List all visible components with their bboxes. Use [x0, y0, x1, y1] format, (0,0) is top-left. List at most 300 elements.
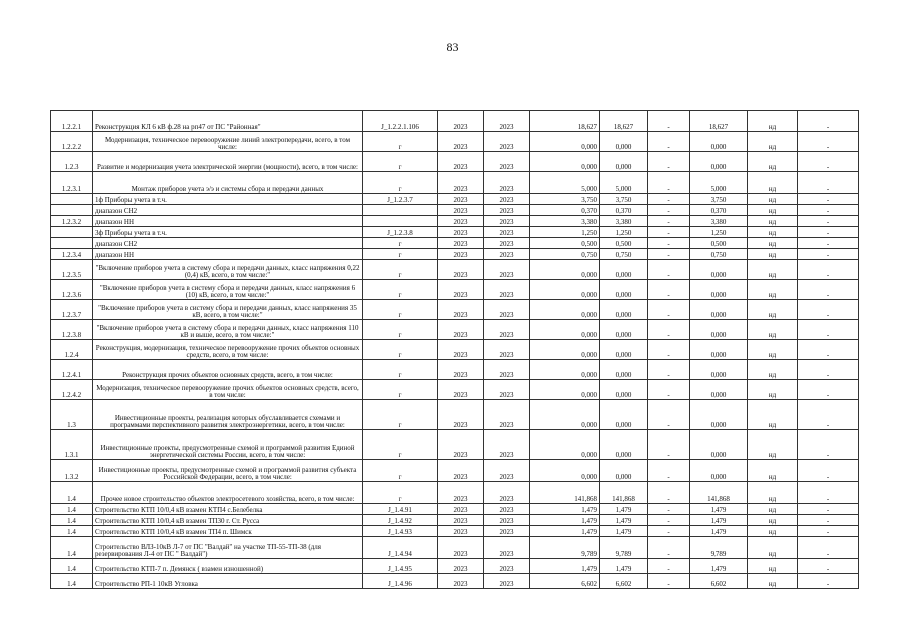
row-year-end: 2023 — [484, 280, 530, 300]
row-number: 1.4 — [51, 482, 93, 504]
row-year-start: 2023 — [438, 152, 484, 172]
row-year-start: 2023 — [438, 260, 484, 280]
row-code: J_1.4.93 — [363, 526, 438, 537]
row-code: J_1.4.94 — [363, 537, 438, 559]
row-extra: - — [798, 360, 859, 380]
row-value-total: 0,000 — [690, 380, 748, 400]
row-code: г — [363, 430, 438, 460]
row-number — [51, 238, 93, 249]
row-value-plan: 0,000 — [600, 132, 648, 152]
row-unit: нд — [748, 526, 798, 537]
row-value: 1,479 — [530, 515, 600, 526]
row-year-start: 2023 — [438, 460, 484, 482]
row-unit: нд — [748, 194, 798, 205]
table-row — [51, 460, 859, 482]
row-value-plan: 0,000 — [600, 430, 648, 460]
row-unit: нд — [748, 300, 798, 320]
row-description: Реконструкция КЛ 6 кВ ф.28 на рп47 от ПС "Районная" — [93, 111, 363, 132]
table-row — [51, 300, 859, 320]
row-value-total: 0,000 — [690, 132, 748, 152]
row-code: г — [363, 460, 438, 482]
row-description: диапазон НН — [93, 249, 363, 260]
row-value-total: 0,370 — [690, 205, 748, 216]
row-extra: - — [798, 152, 859, 172]
table-row — [51, 205, 859, 216]
row-value: 0,000 — [530, 400, 600, 430]
row-dash: - — [648, 559, 690, 574]
row-dash: - — [648, 526, 690, 537]
row-value: 3,380 — [530, 216, 600, 227]
row-number: 1.3.2 — [51, 460, 93, 482]
table-row — [51, 515, 859, 526]
row-year-end: 2023 — [484, 320, 530, 340]
row-dash: - — [648, 227, 690, 238]
row-dash: - — [648, 400, 690, 430]
row-dash: - — [648, 238, 690, 249]
row-value-plan: 0,000 — [600, 460, 648, 482]
row-extra: - — [798, 132, 859, 152]
row-value-plan: 3,380 — [600, 216, 648, 227]
row-value: 0,750 — [530, 249, 600, 260]
table-row — [51, 559, 859, 574]
row-extra: - — [798, 280, 859, 300]
row-value-plan: 0,000 — [600, 300, 648, 320]
row-value-total: 0,000 — [690, 360, 748, 380]
row-dash: - — [648, 482, 690, 504]
row-number: 1.2.3.7 — [51, 300, 93, 320]
row-extra: - — [798, 574, 859, 589]
row-unit: нд — [748, 460, 798, 482]
row-value: 0,000 — [530, 152, 600, 172]
row-year-start: 2023 — [438, 238, 484, 249]
row-code: г — [363, 340, 438, 360]
table-row — [51, 260, 859, 280]
table-row — [51, 537, 859, 559]
row-code — [363, 216, 438, 227]
row-year-start: 2023 — [438, 537, 484, 559]
row-description: 3ф Приборы учета в т.ч. — [93, 227, 363, 238]
row-number: 1.4 — [51, 515, 93, 526]
row-year-start: 2023 — [438, 320, 484, 340]
table-row — [51, 152, 859, 172]
row-extra: - — [798, 260, 859, 280]
row-unit: нд — [748, 249, 798, 260]
row-description: Строительство КТП 10/0,4 кВ взамен КТП4 с.Белебелка — [93, 504, 363, 515]
row-value-plan: 5,000 — [600, 172, 648, 194]
row-unit: нд — [748, 111, 798, 132]
row-dash: - — [648, 205, 690, 216]
row-description: Развитие и модернизация учета электрической энергии (мощности), всего, в том числе: — [93, 152, 363, 172]
row-description: диапазон НН — [93, 216, 363, 227]
table-row — [51, 280, 859, 300]
table-row — [51, 238, 859, 249]
row-year-start: 2023 — [438, 132, 484, 152]
row-extra: - — [798, 430, 859, 460]
row-description: Реконструкция прочих объектов основных средств, всего, в том числе: — [93, 360, 363, 380]
row-year-start: 2023 — [438, 360, 484, 380]
row-description: Реконструкция, модернизация, техническое перевооружение прочих объектов основных средств, всего, в том числе: — [93, 340, 363, 360]
row-value-plan: 1,479 — [600, 515, 648, 526]
row-number: 1.2.3.1 — [51, 172, 93, 194]
row-value-total: 1,479 — [690, 559, 748, 574]
row-value-plan: 0,000 — [600, 260, 648, 280]
row-unit: нд — [748, 340, 798, 360]
row-value-plan: 18,627 — [600, 111, 648, 132]
row-description: Прочее новое строительство объектов электросетевого хозяйства, всего, в том числе: — [93, 482, 363, 504]
row-code: г — [363, 300, 438, 320]
row-dash: - — [648, 300, 690, 320]
row-number: 1.2.3.8 — [51, 320, 93, 340]
row-year-end: 2023 — [484, 152, 530, 172]
row-number: 1.4 — [51, 559, 93, 574]
row-number: 1.2.2.2 — [51, 132, 93, 152]
row-year-start: 2023 — [438, 227, 484, 238]
table-row — [51, 227, 859, 238]
row-extra: - — [798, 194, 859, 205]
row-value-plan: 3,750 — [600, 194, 648, 205]
row-description: диапазон СН2 — [93, 238, 363, 249]
table-body — [51, 111, 859, 589]
row-value-plan: 0,000 — [600, 280, 648, 300]
row-year-start: 2023 — [438, 249, 484, 260]
row-value: 0,000 — [530, 460, 600, 482]
row-dash: - — [648, 152, 690, 172]
row-number: 1.2.4 — [51, 340, 93, 360]
row-year-start: 2023 — [438, 280, 484, 300]
row-value: 9,789 — [530, 537, 600, 559]
row-year-end: 2023 — [484, 260, 530, 280]
row-value-total: 0,000 — [690, 460, 748, 482]
row-year-end: 2023 — [484, 559, 530, 574]
page-number: 83 — [446, 40, 459, 54]
row-value-total: 0,000 — [690, 430, 748, 460]
table-row — [51, 132, 859, 152]
row-extra: - — [798, 216, 859, 227]
row-value-total: 1,250 — [690, 227, 748, 238]
row-value-total: 141,868 — [690, 482, 748, 504]
row-value-plan: 0,370 — [600, 205, 648, 216]
row-dash: - — [648, 280, 690, 300]
row-year-start: 2023 — [438, 194, 484, 205]
row-year-start: 2023 — [438, 400, 484, 430]
table-row — [51, 504, 859, 515]
row-description: Модернизация, техническое перевооружение прочих объектов основных средств, всего, в том числе: — [93, 380, 363, 400]
row-year-end: 2023 — [484, 340, 530, 360]
row-extra: - — [798, 504, 859, 515]
row-dash: - — [648, 320, 690, 340]
table-row — [51, 194, 859, 205]
row-code — [363, 205, 438, 216]
row-number: 1.2.4.2 — [51, 380, 93, 400]
row-value-plan: 6,602 — [600, 574, 648, 589]
row-value: 0,000 — [530, 132, 600, 152]
row-unit: нд — [748, 172, 798, 194]
row-value: 0,000 — [530, 430, 600, 460]
row-value-total: 0,000 — [690, 280, 748, 300]
row-unit: нд — [748, 380, 798, 400]
row-year-end: 2023 — [484, 482, 530, 504]
row-code: г — [363, 152, 438, 172]
row-code: г — [363, 360, 438, 380]
investment-table — [50, 110, 859, 589]
row-unit: нд — [748, 152, 798, 172]
table-row — [51, 380, 859, 400]
row-value: 0,000 — [530, 320, 600, 340]
row-unit: нд — [748, 559, 798, 574]
row-value: 0,500 — [530, 238, 600, 249]
row-number: 1.2.3.5 — [51, 260, 93, 280]
row-dash: - — [648, 515, 690, 526]
row-value-plan: 0,000 — [600, 360, 648, 380]
row-dash: - — [648, 574, 690, 589]
table-row — [51, 360, 859, 380]
row-unit: нд — [748, 360, 798, 380]
row-number: 1.4 — [51, 526, 93, 537]
row-value-total: 0,000 — [690, 152, 748, 172]
row-description: "Включение приборов учета в систему сбора и передачи данных, класс напряжения 6 (10) кВ, всего, в том числе:" — [93, 280, 363, 300]
row-value-plan: 0,000 — [600, 340, 648, 360]
row-value: 0,000 — [530, 380, 600, 400]
row-year-end: 2023 — [484, 380, 530, 400]
row-value: 1,479 — [530, 504, 600, 515]
row-year-end: 2023 — [484, 515, 530, 526]
row-value: 0,370 — [530, 205, 600, 216]
row-number — [51, 205, 93, 216]
row-description: Строительство КТП-7 п. Демянск ( взамен изношенной) — [93, 559, 363, 574]
row-value-plan: 141,868 — [600, 482, 648, 504]
row-value-plan: 0,000 — [600, 400, 648, 430]
row-value-total: 0,000 — [690, 260, 748, 280]
row-number: 1.4 — [51, 574, 93, 589]
table-row — [51, 111, 859, 132]
row-unit: нд — [748, 515, 798, 526]
row-code: г — [363, 260, 438, 280]
row-value: 141,868 — [530, 482, 600, 504]
row-value-total: 5,000 — [690, 172, 748, 194]
row-extra: - — [798, 380, 859, 400]
row-value-plan: 1,479 — [600, 559, 648, 574]
row-unit: нд — [748, 280, 798, 300]
row-unit: нд — [748, 537, 798, 559]
row-year-start: 2023 — [438, 559, 484, 574]
row-code: J_1.2.2.1.106 — [363, 111, 438, 132]
row-description: "Включение приборов учета в систему сбора и передачи данных, класс напряжения 110 кВ и выше, всего, в том числе:" — [93, 320, 363, 340]
row-year-start: 2023 — [438, 482, 484, 504]
row-number: 1.2.3.4 — [51, 249, 93, 260]
row-year-end: 2023 — [484, 526, 530, 537]
row-dash: - — [648, 132, 690, 152]
row-extra: - — [798, 340, 859, 360]
table-row — [51, 400, 859, 430]
row-value-plan: 0,000 — [600, 152, 648, 172]
row-value-plan: 1,250 — [600, 227, 648, 238]
row-year-end: 2023 — [484, 227, 530, 238]
row-description: Строительство ВЛЗ-10кВ Л-7 от ПС "Валдай" на участке ТП-55-ТП-38 (для резервирования Л-4 от ПС " Валдай") — [93, 537, 363, 559]
row-value-total: 1,479 — [690, 515, 748, 526]
row-description: Строительство РП-1 10кВ Угловка — [93, 574, 363, 589]
row-value-total: 9,789 — [690, 537, 748, 559]
row-description: Строительство КТП 10/0,4 кВ взамен ТП4 п. Шимск — [93, 526, 363, 537]
table-row — [51, 172, 859, 194]
row-value-total: 18,627 — [690, 111, 748, 132]
row-year-end: 2023 — [484, 205, 530, 216]
row-description: Модернизация, техническое перевооружение линий электропередачи, всего, в том числе: — [93, 132, 363, 152]
row-extra: - — [798, 111, 859, 132]
row-unit: нд — [748, 482, 798, 504]
row-code: г — [363, 380, 438, 400]
row-value-total: 0,000 — [690, 320, 748, 340]
row-unit: нд — [748, 504, 798, 515]
row-year-end: 2023 — [484, 249, 530, 260]
row-extra: - — [798, 526, 859, 537]
table-row — [51, 482, 859, 504]
row-year-start: 2023 — [438, 574, 484, 589]
table-row — [51, 526, 859, 537]
row-value-total: 0,000 — [690, 340, 748, 360]
row-year-end: 2023 — [484, 238, 530, 249]
row-value-plan: 0,000 — [600, 320, 648, 340]
row-extra: - — [798, 227, 859, 238]
row-extra: - — [798, 249, 859, 260]
row-year-end: 2023 — [484, 216, 530, 227]
row-year-end: 2023 — [484, 430, 530, 460]
row-year-start: 2023 — [438, 216, 484, 227]
row-description: "Включение приборов учета в систему сбора и передачи данных, класс напряжения 0,22 (0,4) кВ, всего, в том числе:" — [93, 260, 363, 280]
row-year-start: 2023 — [438, 526, 484, 537]
row-value: 0,000 — [530, 300, 600, 320]
row-year-end: 2023 — [484, 111, 530, 132]
row-description: 1ф Приборы учета в т.ч. — [93, 194, 363, 205]
row-dash: - — [648, 380, 690, 400]
row-extra: - — [798, 537, 859, 559]
row-code: J_1.4.95 — [363, 559, 438, 574]
row-description: Строительство КТП 10/0,4 кВ взамен ТП30 г. Ст. Русса — [93, 515, 363, 526]
table-row — [51, 249, 859, 260]
row-year-end: 2023 — [484, 574, 530, 589]
row-value: 5,000 — [530, 172, 600, 194]
row-extra: - — [798, 300, 859, 320]
row-number: 1.2.2.1 — [51, 111, 93, 132]
row-number: 1.4 — [51, 537, 93, 559]
row-year-start: 2023 — [438, 172, 484, 194]
row-value: 1,479 — [530, 559, 600, 574]
table-row — [51, 340, 859, 360]
row-year-start: 2023 — [438, 340, 484, 360]
row-year-end: 2023 — [484, 194, 530, 205]
table-row — [51, 216, 859, 227]
row-year-start: 2023 — [438, 205, 484, 216]
row-extra: - — [798, 559, 859, 574]
row-dash: - — [648, 460, 690, 482]
row-dash: - — [648, 249, 690, 260]
row-value-total: 0,000 — [690, 300, 748, 320]
row-year-start: 2023 — [438, 515, 484, 526]
row-code: J_1.4.92 — [363, 515, 438, 526]
row-number: 1.4 — [51, 504, 93, 515]
row-unit: нд — [748, 216, 798, 227]
row-code: г — [363, 482, 438, 504]
row-value-plan: 0,000 — [600, 380, 648, 400]
row-number: 1.2.3.2 — [51, 216, 93, 227]
row-value: 0,000 — [530, 280, 600, 300]
row-description: Инвестиционные проекты, предусмотренные схемой и программой развития субъекта Российской Федерации, всего, в том числе: — [93, 460, 363, 482]
row-extra: - — [798, 172, 859, 194]
row-year-end: 2023 — [484, 172, 530, 194]
row-code: г — [363, 172, 438, 194]
row-year-end: 2023 — [484, 504, 530, 515]
row-value-plan: 1,479 — [600, 526, 648, 537]
row-unit: нд — [748, 238, 798, 249]
row-code: г — [363, 280, 438, 300]
row-number: 1.3.1 — [51, 430, 93, 460]
row-dash: - — [648, 430, 690, 460]
row-extra: - — [798, 400, 859, 430]
row-description: Монтаж приборов учета э/э и системы сбора и передачи данных — [93, 172, 363, 194]
row-value-total: 1,479 — [690, 526, 748, 537]
row-dash: - — [648, 340, 690, 360]
row-code: г — [363, 400, 438, 430]
row-number: 1.3 — [51, 400, 93, 430]
row-dash: - — [648, 172, 690, 194]
row-value-plan: 0,500 — [600, 238, 648, 249]
row-year-end: 2023 — [484, 400, 530, 430]
row-code: J_1.4.91 — [363, 504, 438, 515]
row-extra: - — [798, 515, 859, 526]
table-row — [51, 320, 859, 340]
row-code: г — [363, 238, 438, 249]
row-unit: нд — [748, 430, 798, 460]
row-dash: - — [648, 504, 690, 515]
row-value: 0,000 — [530, 260, 600, 280]
row-unit: нд — [748, 227, 798, 238]
row-code: J_1.2.3.8 — [363, 227, 438, 238]
row-unit: нд — [748, 320, 798, 340]
row-number — [51, 227, 93, 238]
row-value-plan: 1,479 — [600, 504, 648, 515]
row-description: "Включение приборов учета в систему сбора и передачи данных, класс напряжения 35 кВ, всего, в том числе:" — [93, 300, 363, 320]
row-number — [51, 194, 93, 205]
row-unit: нд — [748, 400, 798, 430]
row-number: 1.2.3.6 — [51, 280, 93, 300]
row-value: 0,000 — [530, 360, 600, 380]
row-value-total: 1,479 — [690, 504, 748, 515]
row-dash: - — [648, 360, 690, 380]
row-extra: - — [798, 205, 859, 216]
row-year-end: 2023 — [484, 300, 530, 320]
row-code: г — [363, 320, 438, 340]
row-value-plan: 9,789 — [600, 537, 648, 559]
row-unit: нд — [748, 574, 798, 589]
row-year-end: 2023 — [484, 537, 530, 559]
row-value: 18,627 — [530, 111, 600, 132]
row-code: J_1.2.3.7 — [363, 194, 438, 205]
row-code: J_1.4.96 — [363, 574, 438, 589]
row-extra: - — [798, 460, 859, 482]
row-value-total: 0,750 — [690, 249, 748, 260]
row-unit: нд — [748, 260, 798, 280]
row-year-start: 2023 — [438, 111, 484, 132]
row-unit: нд — [748, 132, 798, 152]
row-value-total: 3,750 — [690, 194, 748, 205]
row-number: 1.2.3 — [51, 152, 93, 172]
row-extra: - — [798, 238, 859, 249]
row-code: г — [363, 249, 438, 260]
row-value: 6,602 — [530, 574, 600, 589]
row-value: 1,250 — [530, 227, 600, 238]
row-year-start: 2023 — [438, 380, 484, 400]
row-year-start: 2023 — [438, 504, 484, 515]
row-value: 1,479 — [530, 526, 600, 537]
